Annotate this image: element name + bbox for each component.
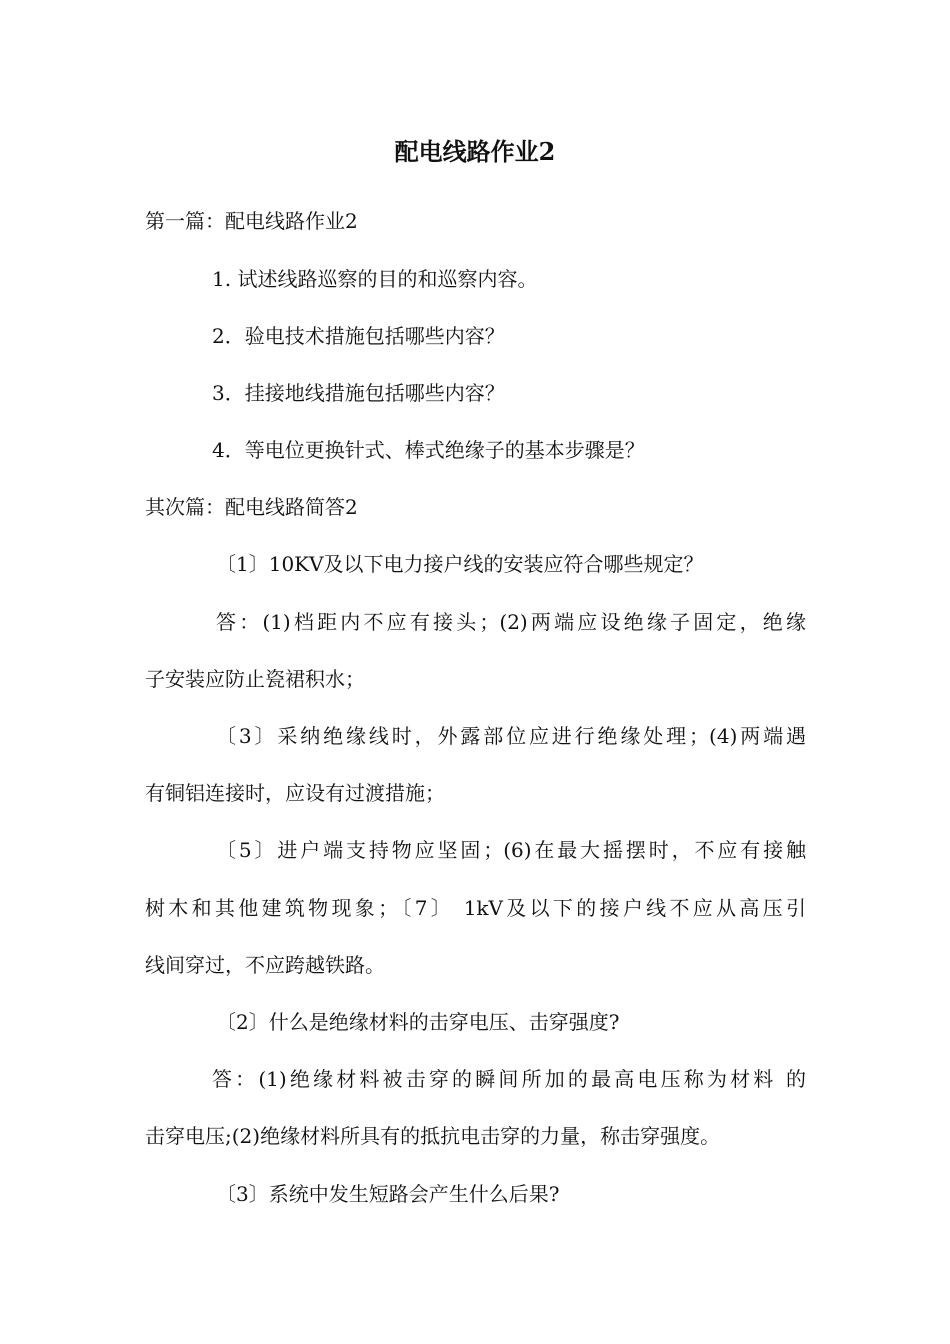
- subquestion-3: 〔3〕系统中发生短路会产生什么后果?: [216, 1182, 560, 1206]
- answer-1-line-5: 〔5〕进户端支持物应坚固；(6)在最大摇摆时，不应有接触: [216, 838, 806, 862]
- section-heading-2: 其次篇：配电线路简答2: [145, 495, 358, 519]
- subquestion-2: 〔2〕什么是绝缘材料的击穿电压、击穿强度?: [216, 1010, 620, 1034]
- question-4: 4．等电位更换针式、棒式绝缘子的基本步骤是？: [212, 438, 645, 462]
- question-3: 3．挂接地线措施包括哪些内容？: [212, 381, 505, 405]
- document-title: 配电线路作业2: [394, 137, 556, 166]
- answer-2-line-2: 击穿电压;(2)绝缘材料所具有的抵抗电击穿的力量，称击穿强度。: [145, 1124, 721, 1148]
- answer-1-line-3: 〔3〕采纳绝缘线时，外露部位应进行绝缘处理；(4)两端遇: [216, 724, 806, 748]
- section-heading-1: 第一篇：配电线路作业2: [145, 209, 358, 233]
- question-1: 1. 试述线路巡察的目的和巡察内容。: [212, 267, 538, 291]
- answer-1-line-6: 树木和其他建筑物现象；〔7〕 1kV及以下的接户线不应从高压引: [145, 896, 806, 920]
- answer-1-line-7: 线间穿过，不应跨越铁路。: [145, 953, 385, 977]
- subquestion-1: 〔1〕10KV及以下电力接户线的安装应符合哪些规定？: [216, 552, 704, 576]
- answer-1-line-4: 有铜铝连接时，应设有过渡措施；: [145, 781, 445, 805]
- question-2: 2．验电技术措施包括哪些内容？: [212, 324, 505, 348]
- answer-1-line-1: 答：(1)档距内不应有接头；(2)两端应设绝缘子固定，绝缘: [216, 610, 806, 634]
- answer-2-line-1: 答：(1)绝缘材料被击穿的瞬间所加的最高电压称为材料 的: [212, 1067, 806, 1091]
- answer-1-line-2: 子安装应防止瓷裙积水；: [145, 667, 365, 691]
